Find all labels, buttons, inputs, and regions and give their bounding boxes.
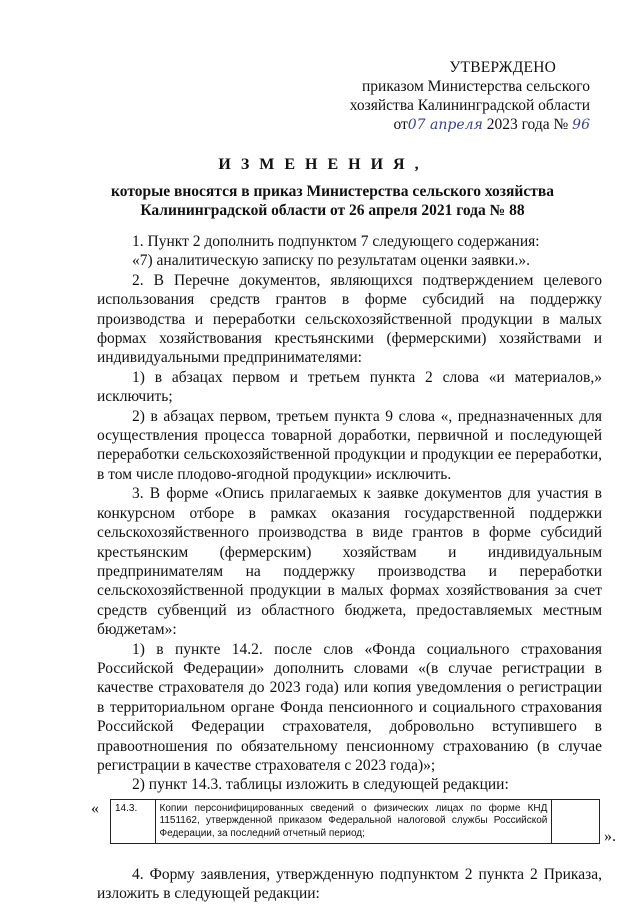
table-cell-blank (552, 799, 600, 844)
date-suffix: 2023 года № (486, 116, 569, 133)
table-cell-text: Копии персонифицированных сведений о физических лицах по форме КНД 1151162, утвержденной приказом Федеральной налоговой службы Российской Федерации, за последний отчетный период; (155, 799, 552, 844)
approval-stamp-block (330, 58, 590, 135)
paragraph: 4. Форму заявления, утвержденную подпунктом 2 пункта 2 Приказа, изложить в следующей редакции: (97, 865, 602, 903)
paragraph: 3. В форме «Опись прилагаемых к заявке документов для участия в конкурсном отборе в рамках оказания государственной поддержки сельскохозяйственного производства в виде грантов в форме субсидий крестьянским (фермерским) хозяйствам и индивидуальным предпринимателям на поддержку производства и переработки сельскохозяйственной продукции в малых формах хозяйствования за счет средств субвенций из областного бюджета, предоставляемых местным бюджетам»: (97, 485, 602, 639)
paragraph: 1) в пункте 14.2. после слов «Фонда социального страхования Российской Федерации» дополнить словами «(в случае регистрации в качестве страхователя до 2023 года) или копия уведомления о регистрации в территориальном органе Фонда пенсионного и социального страхования Российской Федерации страхователя, добровольно вступившего в правоотношения по обязательному пенсионному страхованию (в случае регистрации в качестве страхователя с 2023 года)»; (97, 640, 602, 774)
paragraph: 1. Пункт 2 дополнить подпунктом 7 следующего содержания: (132, 233, 540, 250)
paragraph: 2) в абзацах первом, третьем пункта 9 слова «, предназначенных для осуществления процесса товарной доработки, первичной и последующей переработки сельскохозяйственной продукции и продукции ее переработки, в том числе плодово-ягодной продукции» исключить. (97, 407, 602, 483)
document-subtitle: которые вносятся в приказ Министерства сельского хозяйства Калининградской области от 26 апреля 2021 года № 88 (111, 183, 554, 219)
approval-line-1: приказом Министерства сельского (361, 78, 590, 95)
paragraph: «7) аналитическую записку по результатам оценки заявки.». (132, 252, 530, 270)
handwritten-date: 07 апреля (407, 117, 483, 133)
approval-heading: УТВЕРЖДЕНО (449, 59, 556, 76)
table-cell-number: 14.3. (111, 799, 156, 844)
handwritten-number: 96 (572, 117, 590, 133)
date-prefix: от (393, 116, 408, 133)
approval-line-2: хозяйства Калининградской области (349, 97, 590, 114)
table-row (111, 799, 600, 844)
document-body (91, 232, 616, 904)
paragraph: 2. В Перечне документов, являющихся подтверждением целевого использования средств грантов в форме субсидий на поддержку производства и переработки сельскохозяйственной продукции в малых формах хозяйствования крестьянскими (фермерскими) хозяйствами и индивидуальными предпринимателями: (97, 271, 602, 367)
table-close-quote: ». (604, 827, 616, 845)
inserted-table-block (91, 797, 616, 847)
document-title: И З М Е Н Е Н И Я , (218, 156, 422, 173)
table-open-quote: « (91, 799, 99, 817)
paragraph: 1) в абзацах первом и третьем пункта 2 слова «и материалов,» исключить; (97, 368, 602, 406)
inserted-table (110, 799, 600, 845)
approval-date-line (330, 115, 590, 135)
paragraph: 2) пункт 14.3. таблицы изложить в следующей редакции: (132, 776, 509, 794)
